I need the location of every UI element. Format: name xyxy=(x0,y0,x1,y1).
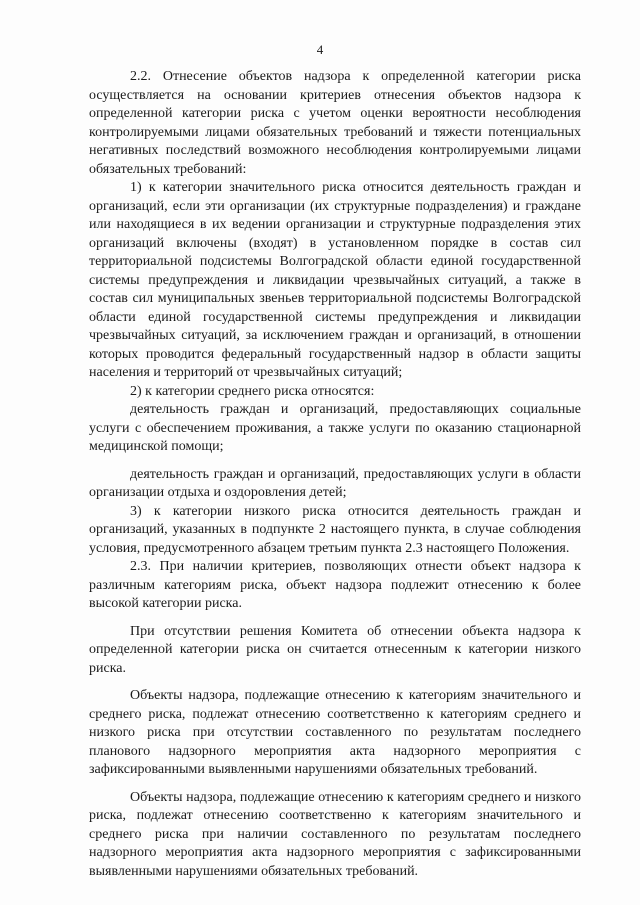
paragraph-children-recreation: деятельность граждан и организаций, предоставляющих услуги в области организации отдыха и оздоровления детей; xyxy=(89,466,581,500)
document-body xyxy=(89,68,581,881)
paragraph-low-risk: 3) к категории низкого риска относится деятельность граждан и организаций, указанных в подпункте 2 настоящего пункта, в случае соблюдения условия, предусмотренного абзацем третьим пункта 2.3 настоящего Положения. xyxy=(89,503,581,556)
paragraph-no-decision: При отсутствии решения Комитета об отнесении объекта надзора к определенной категории риска он считается отнесенным к категории низкого риска. xyxy=(89,623,581,676)
paragraph-significant-risk: 1) к категории значительного риска относится деятельность граждан и организаций, если эти организации (их структурные подразделения) и граждане или находящиеся в их ведении организации и структурные подразделения этих организаций включены (входят) в установленном порядке в состав сил территориальной подсистемы Волгоградской области единой государственной системы предупреждения и ликвидации чрезвычайных ситуаций, а также в состав сил муниципальных звеньев территориальной подсистемы Волгоградской области единой государственной системы предупреждения и ликвидации чрезвычайных ситуаций, за исключением граждан и организаций, в отношении которых проводится федеральный государственный надзор в области защиты населения и территорий от чрезвычайных ситуаций; xyxy=(89,180,581,380)
paragraph-2-3: 2.3. При наличии критериев, позволяющих отнести объект надзора к различным категориям риска, объект надзора подлежит отнесению к более высокой категории риска. xyxy=(89,559,581,611)
paragraph-upgrade: Объекты надзора, подлежащие отнесению к категориям среднего и низкого риска, подлежат отнесению соответственно к категориям значительного и среднего риска при наличии составленного по результатам последнего надзорного мероприятия акта надзорного мероприятия с зафиксированными выявленными нарушениями обязательных требований. xyxy=(89,789,581,879)
paragraph-social-services: деятельность граждан и организаций, предоставляющих социальные услуги с обеспечением проживания, а также услуги по оказанию стационарной медицинской помощи; xyxy=(89,402,581,454)
paragraph-medium-risk: 2) к категории среднего риска относятся: xyxy=(130,383,375,399)
page-number: 4 xyxy=(316,42,324,57)
paragraph-downgrade: Объекты надзора, подлежащие отнесению к категориям значительного и среднего риска, подлежат отнесению соответственно к категориям среднего и низкого риска при отсутствии составленного по результатам последнего планового надзорного мероприятия акта надзорного мероприятия с зафиксированными выявленными нарушениями обязательных требований. xyxy=(89,688,581,777)
paragraph-2-2: 2.2. Отнесение объектов надзора к определенной категории риска осуществляется на основании критериев отнесения объектов надзора к определенной категории риска с учетом оценки вероятности несоблюдения контролируемыми лицами обязательных требований и тяжести потенциальных негативных последствий возможного несоблюдения контролируемыми лицами обязательных требований: xyxy=(89,69,581,177)
